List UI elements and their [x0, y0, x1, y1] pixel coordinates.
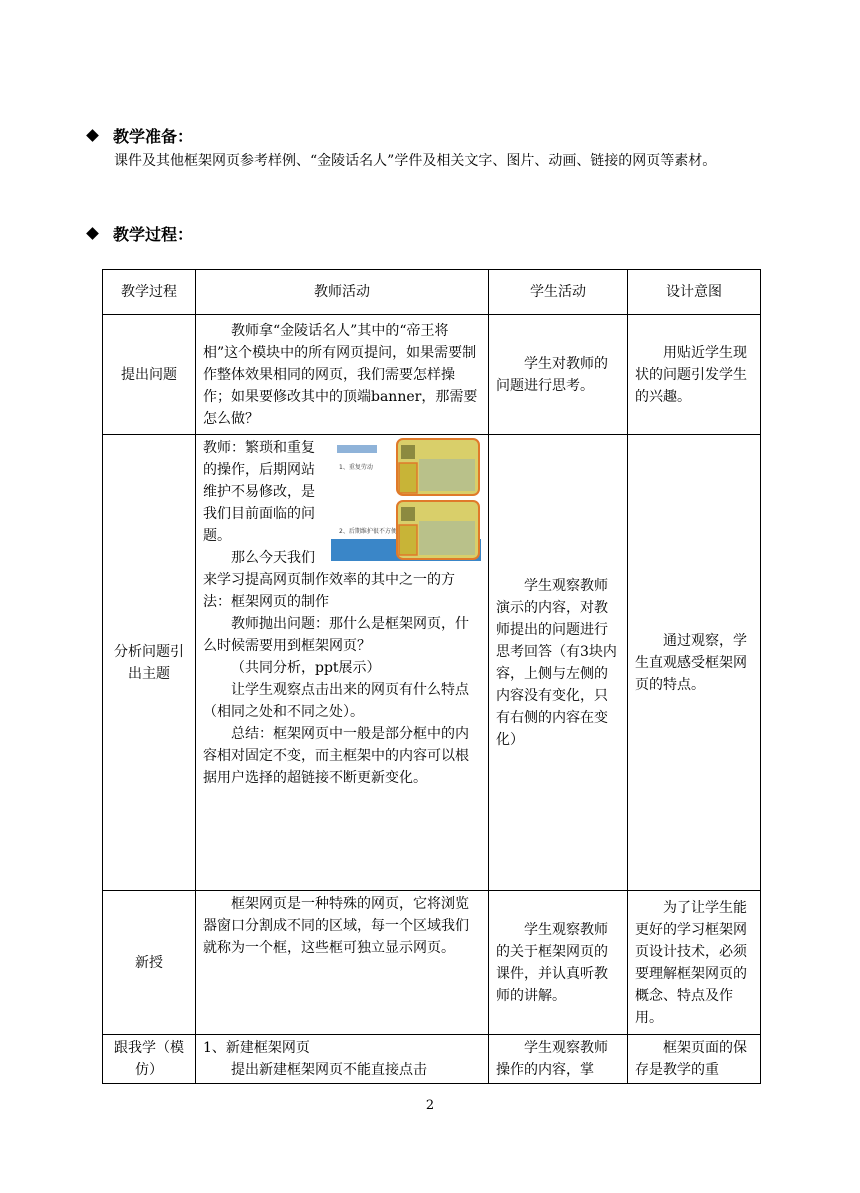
student-cell: 学生观察教师演示的内容，对教师提出的问题进行思考回答（有3块内容，上侧与左侧的内容没有变化，只有右侧的内容在变化）	[489, 435, 628, 891]
diamond-bullet-icon	[86, 129, 99, 142]
lesson-table	[102, 269, 761, 1084]
table-row	[103, 315, 761, 435]
table-header-row	[103, 270, 761, 315]
header-student: 学生活动	[489, 270, 628, 315]
student-cell: 学生观察教师的关于框架网页的课件，并认真听教师的讲解。	[489, 891, 628, 1035]
header-teacher: 教师活动	[196, 270, 489, 315]
teacher-cell: 教师拿“金陵话名人”其中的“帝王将相”这个模块中的所有网页提问，如果需要制作整体效果相同的网页，我们需要怎样操作；如果要修改其中的顶端banner，那需要怎么做？	[196, 315, 489, 435]
intent-cell: 为了让学生能更好的学习框架网页设计技术，必须要理解框架网页的概念、特点及作用。	[628, 891, 761, 1035]
prep-text: 课件及其他框架网页参考样例、“金陵话名人”学件及相关文字、图片、动画、链接的网页等素材。	[114, 153, 717, 169]
teacher-cell: 1、重复劳动 2、后期维护很不方便 教师：繁琐和重复的操作，后期网站维护不易修改，是我们目前面临的问题。 那么今天我们来学习提高网页制作效率的其中之一的方法：框架网页的制作 教师抛出问题：那什么是框架网页，什么时候需要用到框架网页？ （共同分析，ppt展示） 让学生观察点击出来的网页有什么特点（相同之处和不同之处）。 总结：框架网页中一般是部分框中的内容相对固定不变，而主框架中的内容可以根据用户选择的超链接不断更新变化。	[196, 435, 489, 891]
teacher-cell: 框架网页是一种特殊的网页，它将浏览器窗口分割成不同的区域，每一个区域我们就称为一个框，这些框可独立显示网页。	[196, 891, 489, 1035]
website-screenshot-image	[331, 437, 481, 561]
header-stage: 教学过程	[103, 270, 196, 315]
stage-cell: 新授	[103, 891, 196, 1035]
student-cell: 学生观察教师操作的内容，掌	[489, 1035, 628, 1084]
table-row	[103, 1035, 761, 1084]
intent-cell: 通过观察，学生直观感受框架网页的特点。	[628, 435, 761, 891]
page-number: 2	[425, 1098, 435, 1113]
intent-cell: 用贴近学生现状的问题引发学生的兴趣。	[628, 315, 761, 435]
prep-heading	[86, 124, 193, 147]
header-intent: 设计意图	[628, 270, 761, 315]
process-heading	[86, 222, 193, 245]
intent-cell: 框架页面的保存是教学的重	[628, 1035, 761, 1084]
table-row	[103, 891, 761, 1035]
table-row	[103, 435, 761, 891]
stage-cell: 分析问题引出主题	[103, 435, 196, 891]
diamond-bullet-icon	[86, 227, 99, 240]
stage-cell: 跟我学（模仿）	[103, 1035, 196, 1084]
prep-title: 教学准备：	[113, 127, 194, 146]
thumb-label-2: 2、后期维护很不方便	[339, 528, 397, 535]
student-cell: 学生对教师的问题进行思考。	[489, 315, 628, 435]
thumb-label-1: 1、重复劳动	[339, 464, 373, 471]
teacher-cell: 1、新建框架网页 提出新建框架网页不能直接点击	[196, 1035, 489, 1084]
stage-cell: 提出问题	[103, 315, 196, 435]
process-title: 教学过程：	[113, 225, 194, 244]
